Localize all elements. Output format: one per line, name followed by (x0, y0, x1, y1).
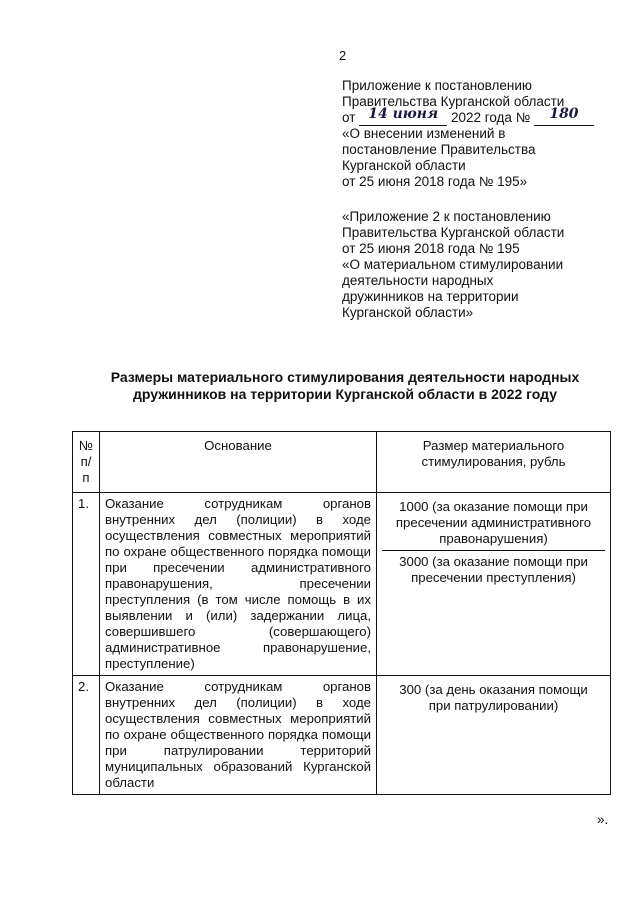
number-blank (534, 106, 594, 126)
header-basis: Основание (100, 432, 377, 493)
appendix2-line: «Приложение 2 к постановлению (342, 209, 551, 224)
appendix2-line: от 25 июня 2018 года № 195 (342, 241, 520, 256)
page-number: 2 (339, 48, 347, 63)
row-size (377, 493, 611, 676)
header-num: № п/п (73, 432, 100, 493)
row-basis: Оказание сотрудникам органов внутренних дел (полиции) в ходе осуществления совместных мероприятий по охране общественного порядка помощи при пресечении административного правонарушения, пресечении преступления (в том числе помощь в их выявлении и (или) задержании лица, совершившего (совершающего) административное правонарушение, преступление) (100, 493, 377, 676)
appendix2-line: Курганской области» (342, 305, 474, 320)
appendix-line: Курганской области (342, 158, 466, 173)
row-number: 1. (73, 493, 100, 676)
date-middle: 2022 года № (450, 110, 531, 125)
table-row (73, 493, 611, 676)
handwritten-date: 14 июня (368, 106, 439, 122)
appendix-line: «О внесении изменений в (342, 126, 506, 141)
appendix2-header (342, 209, 627, 321)
table-row (73, 676, 611, 795)
appendix-header (342, 78, 627, 190)
table-header-row (73, 432, 611, 493)
date-prefix: от (342, 110, 356, 125)
size-amount: 300 (за день оказания помощи при патрулировании) (399, 682, 588, 713)
appendix-line: от 25 июня 2018 года № 195» (342, 174, 528, 189)
header-size: Размер материального стимулирования, рубль (377, 432, 611, 493)
title-line: Размеры материального стимулирования деятельности народных (110, 369, 580, 385)
appendix-line: постановление Правительства (342, 142, 536, 157)
appendix2-line: дружинников на территории (342, 289, 519, 304)
title-line: дружинников на территории Курганской области в 2022 году (133, 386, 557, 402)
appendix2-line: «О материальном стимулировании (342, 257, 564, 272)
closing-quote: ». (597, 812, 609, 827)
appendix-line: Правительства Курганской области (342, 94, 565, 109)
rates-table (72, 431, 611, 795)
handwritten-number: 180 (549, 106, 579, 122)
appendix-date-line (342, 106, 627, 126)
size-amount: 1000 (за оказание помощи при пресечении административного правонарушения) (395, 499, 592, 546)
row-basis: Оказание сотрудникам органов внутренних дел (полиции) в ходе осуществления совместных мероприятий по охране общественного порядка помощи при патрулировании территорий муниципальных образований Курганской области (100, 676, 377, 795)
appendix2-line: деятельности народных (342, 273, 494, 288)
row-number: 2. (73, 676, 100, 795)
appendix-line: Приложение к постановлению (342, 78, 533, 93)
date-blank (359, 106, 447, 126)
document-title (80, 369, 610, 403)
size-amount: 3000 (за оказание помощи при пресечении преступления) (382, 550, 605, 589)
row-size (377, 676, 611, 795)
appendix2-line: Правительства Курганской области (342, 225, 565, 240)
